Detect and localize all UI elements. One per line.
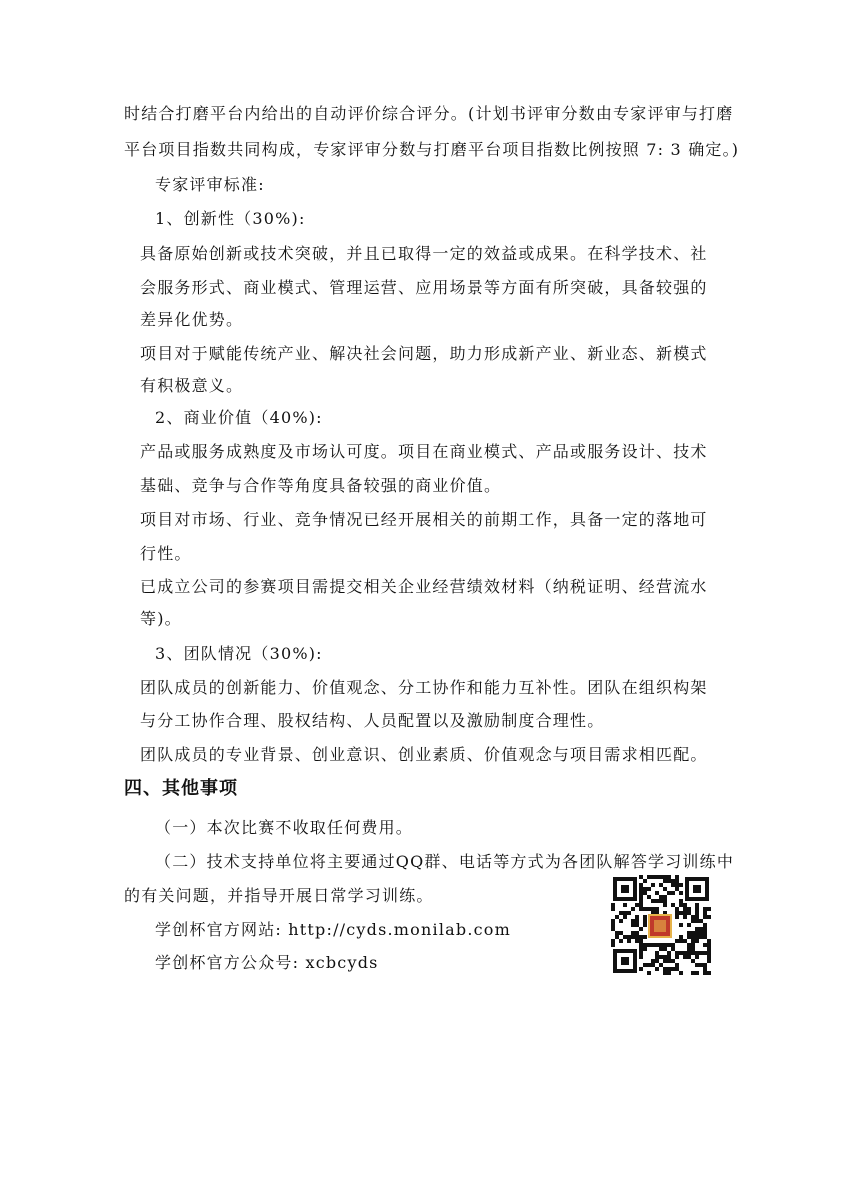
- text-line: 团队成员的专业背景、创业意识、创业素质、价值观念与项目需求相匹配。: [140, 745, 708, 764]
- text-line: 团队成员的创新能力、价值观念、分工协作和能力互补性。团队在组织构架: [140, 678, 708, 697]
- text-line: 平台项目指数共同构成，专家评审分数与打磨平台项目指数比例按照 7: 3 确定。): [124, 140, 740, 159]
- criterion-heading: 3、团队情况（30%):: [155, 644, 323, 663]
- text-line: 等)。: [140, 609, 182, 628]
- qr-code-icon: [611, 875, 711, 975]
- text-line: 的有关问题，并指导开展日常学习训练。: [124, 886, 434, 905]
- text-line: 会服务形式、商业模式、管理运营、应用场景等方面有所突破，具备较强的: [140, 278, 708, 297]
- text-line: 差异化优势。: [140, 310, 244, 329]
- text-line: 已成立公司的参赛项目需提交相关企业经营绩效材料（纳税证明、经营流水: [140, 577, 708, 596]
- text-line: 项目对于赋能传统产业、解决社会问题，助力形成新产业、新业态、新模式: [140, 344, 708, 363]
- text-line: 产品或服务成熟度及市场认可度。项目在商业模式、产品或服务设计、技术: [140, 442, 708, 461]
- text-line: 专家评审标准:: [155, 175, 265, 194]
- section-heading: 四、其他事项: [124, 778, 238, 799]
- text-line: 具备原始创新或技术突破，并且已取得一定的效益或成果。在科学技术、社: [140, 244, 708, 263]
- text-line: 基础、竞争与合作等角度具备较强的商业价值。: [140, 476, 502, 495]
- text-line: 与分工协作合理、股权结构、人员配置以及激励制度合理性。: [140, 711, 605, 730]
- text-line: 项目对市场、行业、竞争情况已经开展相关的前期工作，具备一定的落地可: [140, 510, 708, 529]
- text-line: （一）本次比赛不收取任何费用。: [155, 818, 414, 837]
- criterion-heading: 1、创新性（30%):: [155, 209, 306, 228]
- text-line: 行性。: [140, 544, 192, 563]
- criterion-heading: 2、商业价值（40%):: [155, 408, 323, 427]
- text-line: 时结合打磨平台内给出的自动评价综合评分。(计划书评审分数由专家评审与打磨: [124, 104, 734, 123]
- wechat-account-line: 学创杯官方公众号: xcbcyds: [155, 953, 379, 972]
- text-line: （二）技术支持单位将主要通过QQ群、电话等方式为各团队解答学习训练中: [155, 852, 735, 871]
- text-line: 有积极意义。: [140, 376, 244, 395]
- website-line: 学创杯官方网站: http://cyds.monilab.com: [155, 920, 511, 939]
